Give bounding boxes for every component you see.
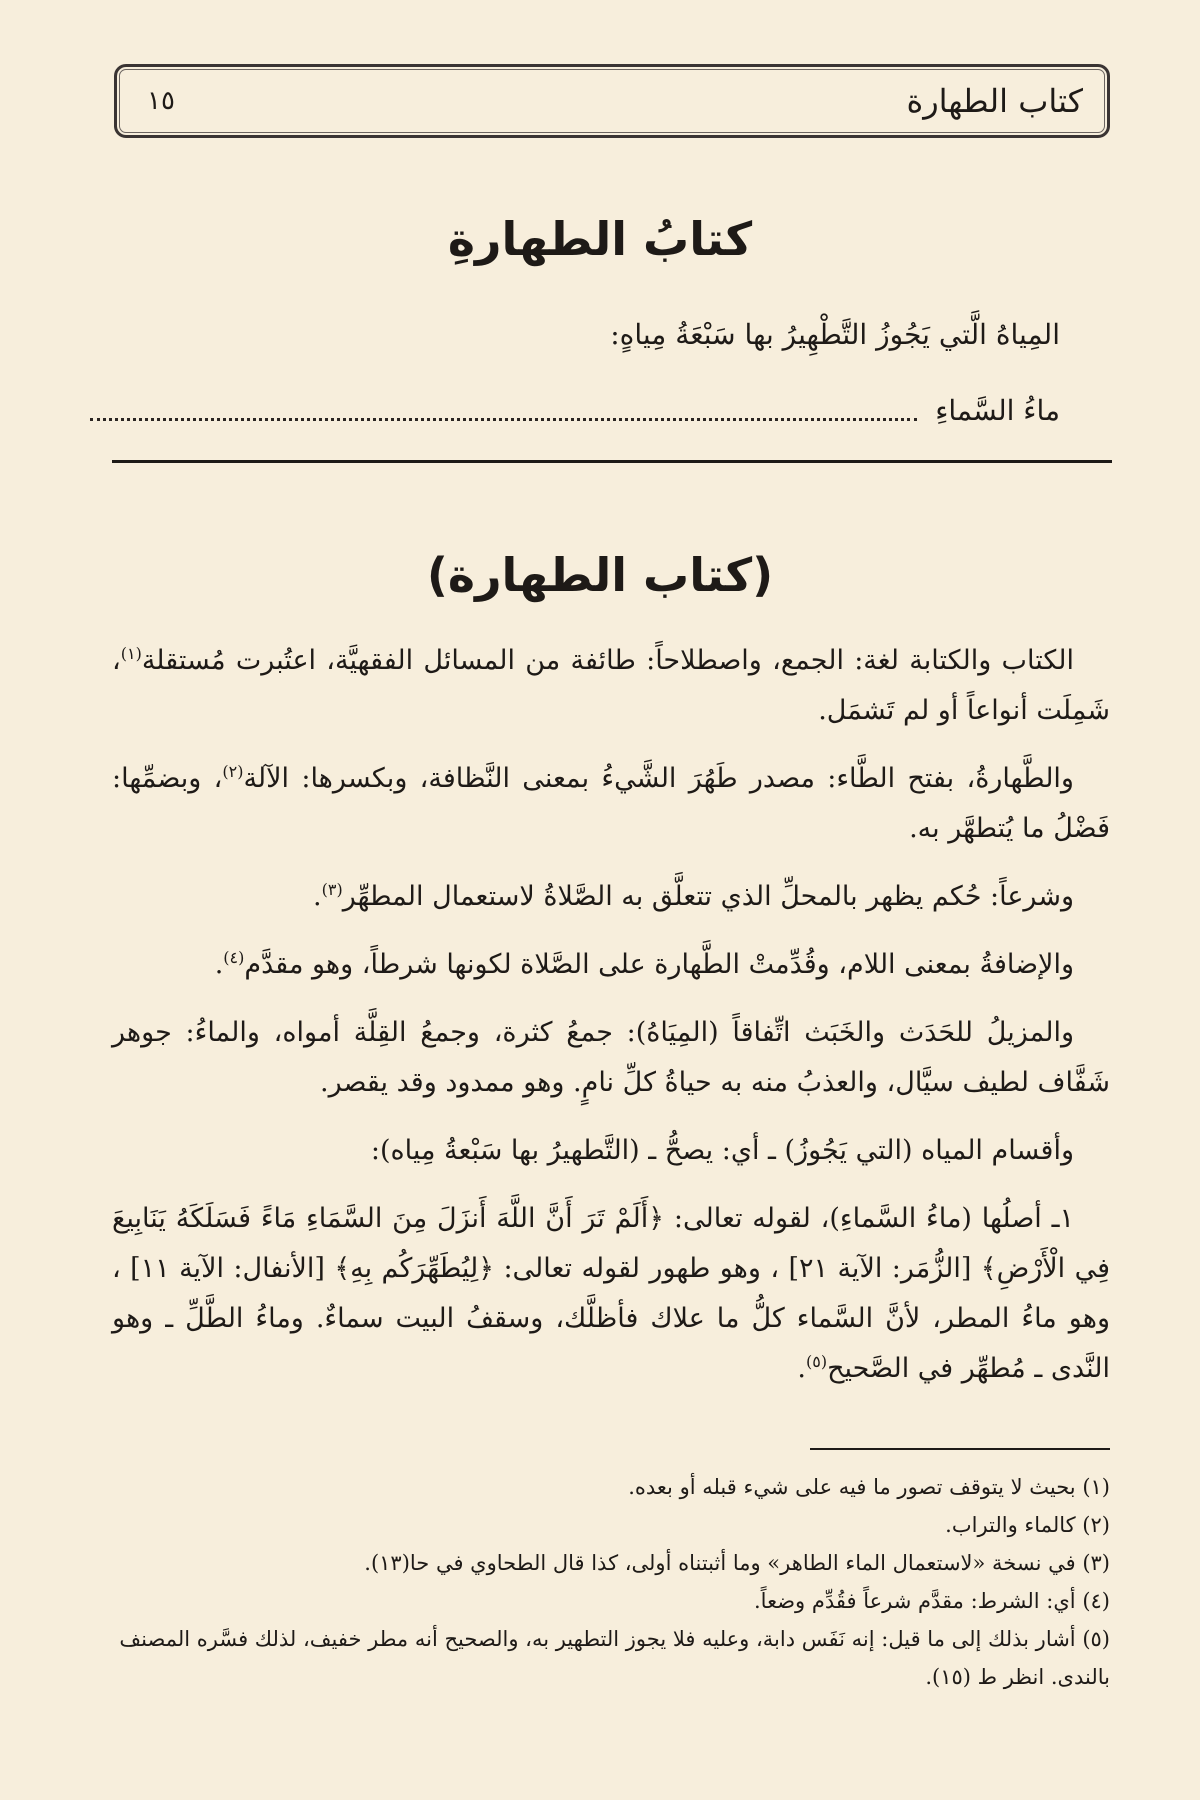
running-title: كتاب الطهارة: [906, 82, 1083, 120]
footnote: (٣) في نسخة «لاستعمال الماء الطاهر» وما أثبتناه أولى، كذا قال الطحاوي في حا(١٣).: [364, 1551, 1110, 1575]
footnote: (٥) أشار بذلك إلى ما قيل: إنه نَفَس دابة، وعليه فلا يجوز التطهير به، والصحيح أنه مطر خفيف، لذلك فسَّره المصنف بالندى. انظر ط (١٥).: [119, 1627, 1110, 1689]
footnotes: [112, 1468, 1110, 1696]
section-divider: [112, 460, 1112, 463]
matn-line-text: ماءُ السَّماءِ: [935, 394, 1060, 427]
running-header: [114, 64, 1110, 138]
commentary-body: [112, 636, 1110, 1412]
commentary-title: (كتاب الطهارة): [426, 548, 774, 602]
footnote-ref[interactable]: (٣): [321, 880, 343, 899]
footnote-divider: [810, 1448, 1110, 1450]
footnote-ref[interactable]: (٤): [223, 948, 245, 967]
footnote-ref[interactable]: (١): [120, 644, 142, 663]
matn-title: كتابُ الطهارةِ: [447, 212, 753, 266]
footnote-ref[interactable]: (٢): [222, 762, 244, 781]
paragraph: وشرعاً: حُكم يظهر بالمحلِّ الذي تتعلَّق به الصَّلاةُ لاستعمال المطهِّر$^{(٣)}$.: [313, 880, 1074, 912]
footnote-ref[interactable]: (٥): [805, 1352, 828, 1371]
footnote: (٤) أي: الشرط: مقدَّم شرعاً فقُدِّم وضعاً.: [754, 1589, 1110, 1613]
matn-line: [90, 394, 1060, 427]
dotted-leader: [90, 417, 917, 421]
paragraph: والطَّهارةُ، بفتح الطَّاء: مصدر طَهُرَ الشَّيءُ بمعنى النَّظافة، وبكسرها: الآلة$^{(٢)}$، وبضمِّها: فَضْلُ ما يُتطهَّر به.: [112, 762, 1110, 844]
paragraph: والمزيلُ للحَدَث والخَبَث اتِّفاقاً (المِيَاهُ): جمعُ كثرة، وجمعُ القِلَّة أمواه، والماءُ: جوهر شَفَّاف لطيف سيَّال، والعذبُ منه به حياةُ كلِّ نامٍ. وهو ممدود وقد يقصر.: [112, 1017, 1110, 1098]
paragraph: والإضافةُ بمعنى اللام، وقُدِّمتْ الطَّهارة على الصَّلاة لكونها شرطاً، وهو مقدَّم$^{(٤)}$.: [214, 948, 1074, 980]
matn-line: المِياهُ الَّتي يَجُوزُ التَّطْهِيرُ بها سَبْعَةُ مِياهٍ:: [610, 318, 1060, 351]
paragraph: ١ـ أصلُها (ماءُ السَّماءِ)، لقوله تعالى: ﴿أَلَمْ تَرَ أَنَّ اللَّهَ أَنزَلَ مِنَ السَّمَاءِ مَاءً فَسَلَكَهُ يَنَابِيعَ فِي الْأَرْضِ﴾ [الزُّمَر: الآية ٢١] ، وهو طهور لقوله تعالى: ﴿لِيُطَهِّرَكُم بِهِ﴾ [الأنفال: الآية ١١] ، وهو ماءُ المطر، لأنَّ السَّماء كلُّ ما علاك فأظلَّك، وسقفُ البيت سماءٌ. وماءُ الطَّلِّ ـ وهو النَّدى ـ مُطهِّر في الصَّحيح$^{(٥)}$.: [112, 1203, 1110, 1384]
footnote: (٢) كالماء والتراب.: [945, 1513, 1110, 1537]
footnote: (١) بحيث لا يتوقف تصور ما فيه على شيء قبله أو بعده.: [628, 1475, 1110, 1499]
page-number: ١٥: [147, 86, 175, 116]
paragraph: الكتاب والكتابة لغة: الجمع، واصطلاحاً: طائفة من المسائل الفقهيَّة، اعتُبرت مُستقلة$^{(١)}$، شَمِلَت أنواعاً أو لم تَشمَل.: [112, 644, 1110, 726]
paragraph: وأقسام المياه (التي يَجُوزُ) ـ أي: يصحُّ ـ (التَّطهيرُ بها سَبْعةُ مِياه):: [370, 1135, 1074, 1166]
